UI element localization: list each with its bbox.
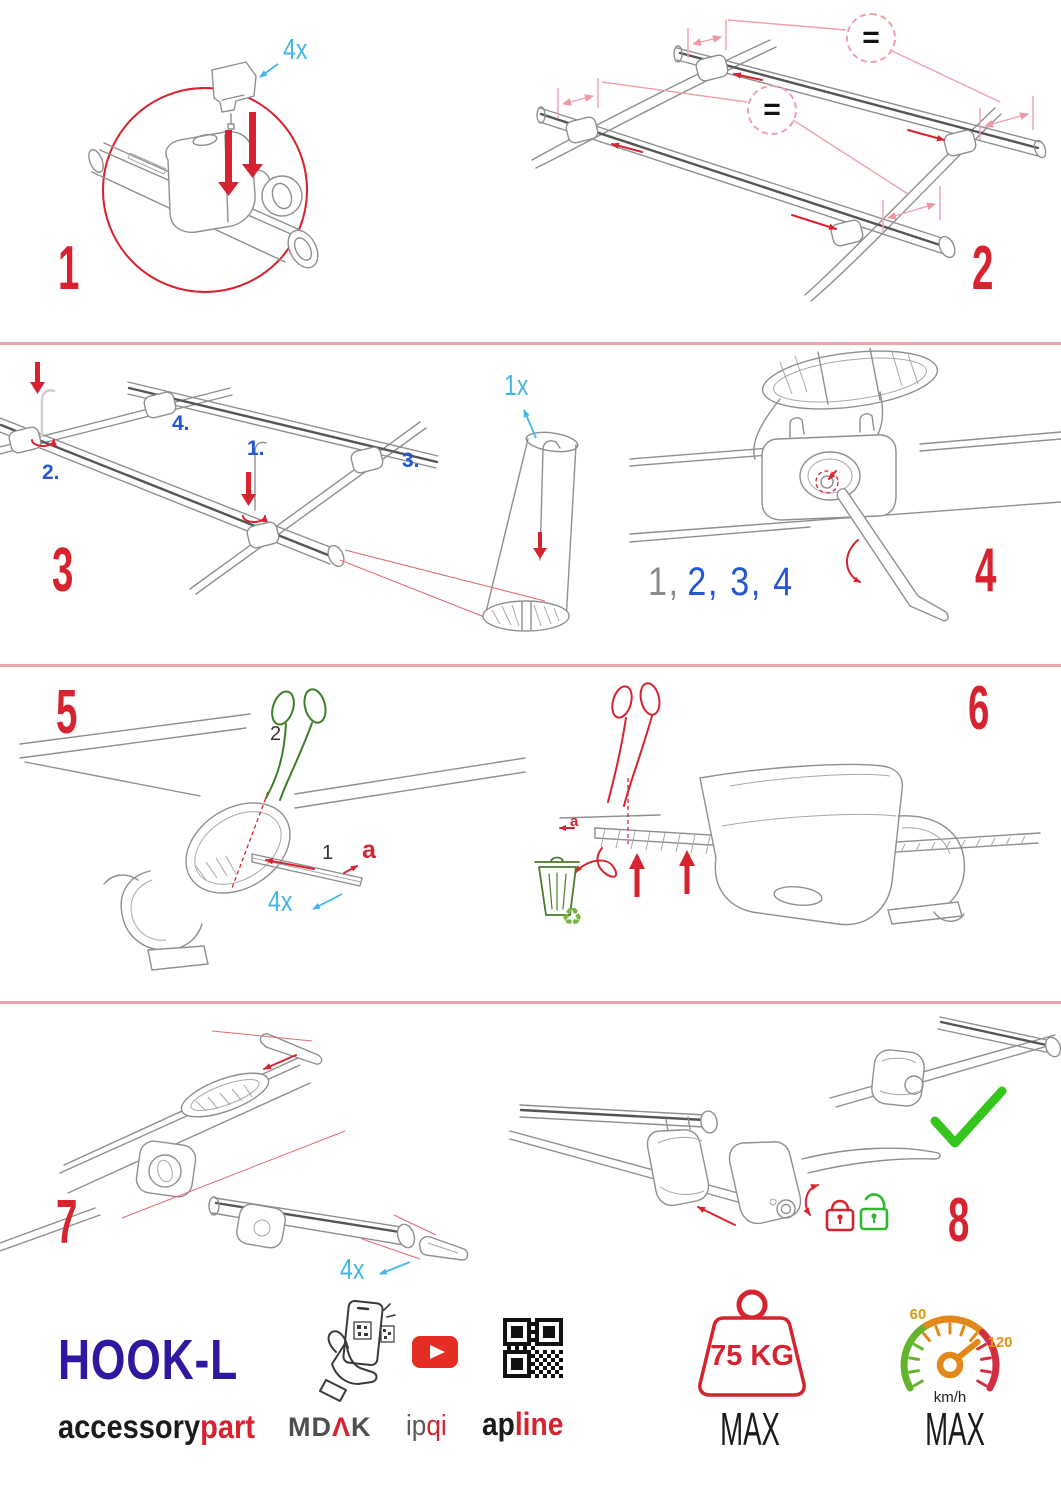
- scissors-mark: 2: [270, 723, 282, 745]
- load-max-label: MAX: [720, 1403, 780, 1455]
- quantity-label: 4x: [268, 886, 293, 918]
- recycle-icon: ♻: [561, 904, 583, 931]
- order-mark: 2.: [42, 461, 60, 484]
- foot-cover-drawing: [700, 765, 964, 925]
- mdak-mid: Λ: [332, 1412, 352, 1442]
- measure-arrows-icon: [558, 20, 1033, 232]
- order-mark: 4.: [172, 412, 190, 435]
- equal-symbol: =: [763, 93, 781, 126]
- mount-feet-drawing: [8, 391, 384, 550]
- rail-top-drawing: [759, 342, 940, 417]
- speedometer-icon: [888, 1293, 1012, 1413]
- order-mark: 3.: [402, 449, 420, 472]
- speed-max-label: MAX: [925, 1403, 985, 1455]
- quantity-label: 1x: [504, 370, 529, 402]
- step-1-illustration: [0, 0, 530, 342]
- sequence-rest: 2, 3, 4: [687, 560, 794, 604]
- end-cap-drawing: [209, 1197, 468, 1260]
- quantity-label: 4x: [283, 34, 308, 66]
- logo-ipqi: [406, 1412, 447, 1441]
- tick-low-label: 60: [909, 1306, 927, 1323]
- quantity-pointer-icon: [313, 894, 342, 909]
- push-up-arrows-icon: [629, 850, 695, 897]
- brand-suffix: part: [200, 1408, 255, 1445]
- lock-cover-drawing: [510, 1105, 940, 1223]
- quantity-pointer-icon: [380, 1262, 410, 1274]
- lock-open-icon: [861, 1194, 887, 1229]
- equal-spacing-badge: [747, 85, 797, 135]
- step-number: 6: [968, 674, 990, 743]
- step-number: 7: [56, 1188, 78, 1257]
- step-number: 5: [56, 678, 78, 747]
- order-mark: 1.: [247, 437, 265, 460]
- assembled-foot-drawing: [830, 1017, 1061, 1107]
- clamp-drawing: [166, 132, 302, 233]
- front-crossbar-drawing: [537, 107, 958, 260]
- roof-rails-drawing: [532, 40, 1001, 301]
- quantity-label: 4x: [340, 1254, 365, 1286]
- mount-foot-drawing: [104, 871, 208, 970]
- sequence-first: 1,: [648, 560, 680, 604]
- rotate-key-arrow-icon: [806, 1185, 818, 1215]
- step-3-illustration: [0, 344, 630, 664]
- step-number: 3: [52, 536, 74, 605]
- apline-right: line: [514, 1406, 564, 1442]
- rotate-arrow-icon: [847, 540, 860, 582]
- tighten-sequence: [648, 562, 794, 602]
- logo-mdak: [288, 1414, 372, 1441]
- clamp-drawing: [762, 414, 896, 520]
- speed-unit: km/h: [933, 1389, 967, 1406]
- step-number: 8: [948, 1186, 970, 1255]
- step-number: 2: [972, 234, 994, 303]
- step-8-illustration: [510, 1003, 1061, 1330]
- quantity-pointer-icon: [260, 64, 278, 77]
- youtube-icon: [412, 1336, 458, 1368]
- roof-edge-lines: [295, 758, 525, 808]
- ref-pointer-icon: [344, 866, 357, 873]
- tick-high-label: 120: [987, 1334, 1013, 1351]
- ipqi-left: ip: [406, 1410, 427, 1442]
- max-load-icon: [682, 1288, 822, 1408]
- brand-prefix: accessory: [58, 1408, 201, 1445]
- slide-arrow-icon: [698, 1207, 735, 1225]
- strip-mark: 1: [322, 842, 334, 864]
- equal-symbol: =: [862, 21, 880, 54]
- mdak-right: K: [351, 1412, 372, 1442]
- step-7-illustration: [0, 1003, 530, 1330]
- step-4-illustration: [630, 344, 1061, 664]
- step-number: 1: [58, 234, 80, 303]
- load-value: 75 KG: [710, 1340, 794, 1372]
- qr-scan-phone-icon: [318, 1296, 400, 1402]
- rear-crossbar-drawing: [674, 46, 1048, 159]
- gauge-hub: [940, 1355, 960, 1375]
- roof-edge-lines: [20, 714, 250, 796]
- product-name: HOOK-L: [58, 1328, 239, 1392]
- equal-spacing-badge: [846, 13, 896, 63]
- check-icon: [935, 1091, 1002, 1143]
- lock-closed-icon: [827, 1201, 853, 1230]
- discard-curl: [576, 848, 616, 877]
- ref-mark: a: [570, 813, 579, 830]
- brand-logo: [58, 1410, 255, 1443]
- qr-code: [503, 1318, 563, 1378]
- bar-cross-section-drawing: [483, 429, 579, 631]
- logo-apline: [482, 1408, 563, 1440]
- mdak-left: MD: [288, 1412, 332, 1442]
- apline-left: ap: [482, 1406, 515, 1442]
- step-5-illustration: [0, 666, 530, 1001]
- ipqi-right: qi: [426, 1410, 447, 1442]
- step-number: 4: [975, 536, 997, 605]
- scissors-icon: [608, 681, 662, 806]
- ref-mark: a: [362, 836, 376, 864]
